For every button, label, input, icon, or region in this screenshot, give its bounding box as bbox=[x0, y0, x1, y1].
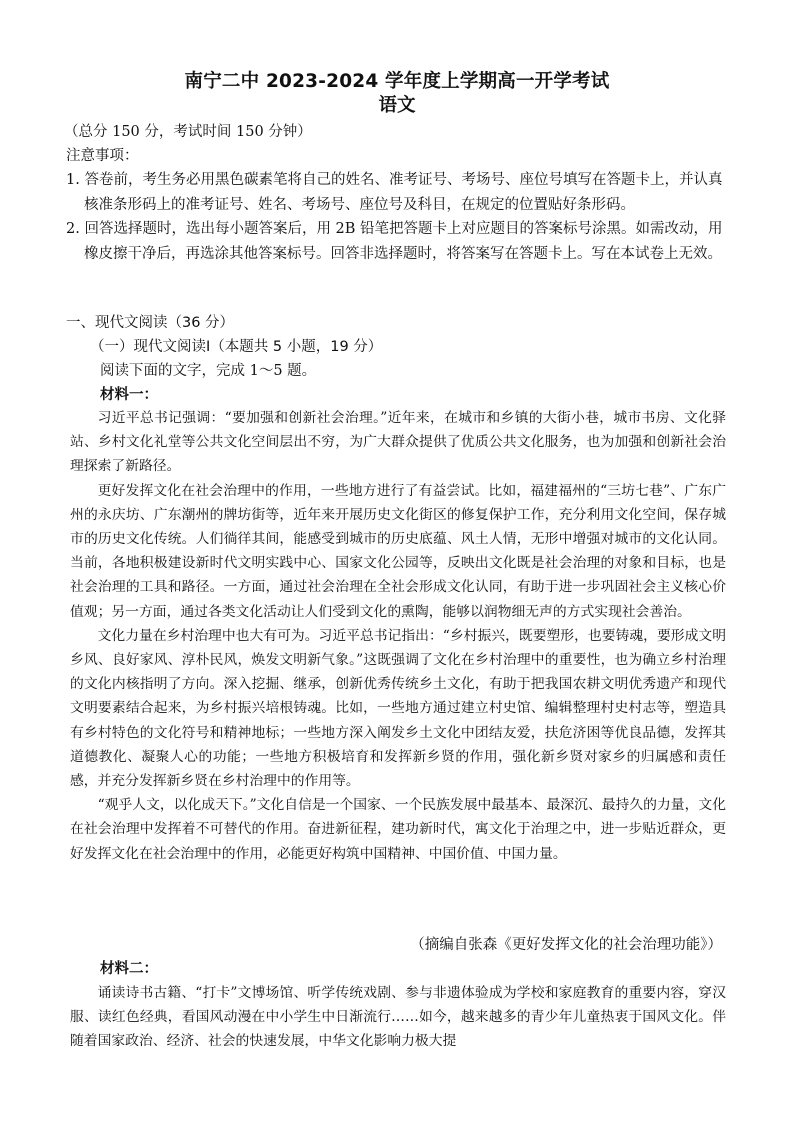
exam-meta: （总分 150 分，考试时间 150 分钟） bbox=[64, 124, 312, 140]
material-one-label: 材料一： bbox=[100, 387, 158, 403]
exam-title: 南宁二中 2023-2024 学年度上学期高一开学考试 bbox=[184, 71, 610, 92]
notice-item: 2. 回答选择题时，选出每小题答案后，用 2B 铅笔把答题卡上对应题目的答案标号涂黑。如需改动，用橡皮擦干净后，再选涂其他答案标号。回答非选择题时，将答案写在答题卡上。写在本试卷上无效。 bbox=[66, 221, 723, 262]
paragraph: 习近平总书记强调：“要加强和创新社会治理。”近年来，在城市和乡镇的大街小巷，城市书房、文化驿站、乡村文化礼堂等公共文化空间层出不穷，为广大群众提供了优质公共文化服务，也为加强和创新社会治理探索了新路径。 bbox=[70, 410, 726, 475]
material-one-text bbox=[70, 406, 726, 866]
subsection-heading: （一）现代文阅读Ⅰ（本题共 5 小题，19 分） bbox=[90, 339, 383, 355]
subject-title: 语文 bbox=[378, 95, 416, 116]
notice-heading: 注意事项： bbox=[66, 148, 139, 164]
paragraph: 文化力量在乡村治理中也大有可为。习近平总书记指出：“乡村振兴，既要塑形，也要铸魂，要形成文明乡风、良好家风、淳朴民风，焕发文明新气象。”这既强调了文化在乡村治理中的重要性，也为确立乡村治理的文化内核指明了方向。深入挖掘、继承，创新优秀传统乡土文化，有助于把我国农耕文明优秀遗产和现代文明要素结合起来，为乡村振兴培根铸魂。比如，一些地方通过建立村史馆、编辑整理村史村志等，塑造具有乡村特色的文化符号和精神地标；一些地方深入阐发乡土文化中团结友爱，扶危济困等优良品德，发挥其道德教化、凝聚人心的功能；一些地方积极培育和发挥新乡贤的作用，强化新乡贤对家乡的归属感和责任感，并充分发挥新乡贤在乡村治理中的作用等。 bbox=[70, 627, 726, 790]
paragraph: “观乎人文，以化成天下。”文化自信是一个国家、一个民族发展中最基本、最深沉、最持久的力量，文化在社会治理中发挥着不可替代的作用。奋进新征程，建功新时代，寓文化于治理之中，进一步贴近群众，更好发挥文化在社会治理中的作用，必能更好构筑中国精神、中国价值、中国力量。 bbox=[70, 797, 726, 862]
paragraph: 更好发挥文化在社会治理中的作用，一些地方进行了有益尝试。比如，福建福州的“三坊七巷”、广东广州的永庆坊、广东潮州的牌坊街等，近年来开展历史文化街区的修复保护工作，充分利用文化空间，保存城市的历史文化传统。人们徜徉其间，能感受到城市的历史底蕴、风土人情，无形中增强对城市的文化认同。当前，各地积极建设新时代文明实践中心、国家文化公园等，反映出文化既是社会治理的对象和目标，也是社会治理的工具和路径。一方面，通过社会治理在全社会形成文化认同，有助于进一步巩固社会主义核心价值观；另一方面，通过各类文化活动让人们受到文化的熏陶，能够以润物细无声的方式实现社会善治。 bbox=[70, 482, 726, 620]
material-one-source: （摘编自张森《更好发挥文化的社会治理功能》） bbox=[410, 937, 722, 953]
reading-instruction: 阅读下面的文字，完成 1～5 题。 bbox=[100, 363, 317, 379]
section-heading: 一、现代文阅读（36 分） bbox=[66, 315, 235, 331]
material-two-text bbox=[70, 981, 726, 1054]
notice-item: 1. 答卷前，考生务必用黑色碳素笔将自己的姓名、准考证号、考场号、座位号填写在答题卡上，并认真核准条形码上的准考证号、姓名、考场号、座位号及科目，在规定的位置贴好条形码。 bbox=[66, 172, 723, 213]
paragraph: 诵读诗书古籍、“打卡”文博场馆、听学传统戏剧、参与非遗体验成为学校和家庭教育的重要内容，穿汉服、读红色经典，看国风动漫在中小学生中日渐流行……如今，越来越多的青少年儿童热衷于国风文化。伴随着国家政治、经济、社会的快速发展，中华文化影响力极大提 bbox=[70, 985, 726, 1050]
material-two-label: 材料二： bbox=[100, 961, 158, 977]
notice-list bbox=[66, 168, 734, 266]
